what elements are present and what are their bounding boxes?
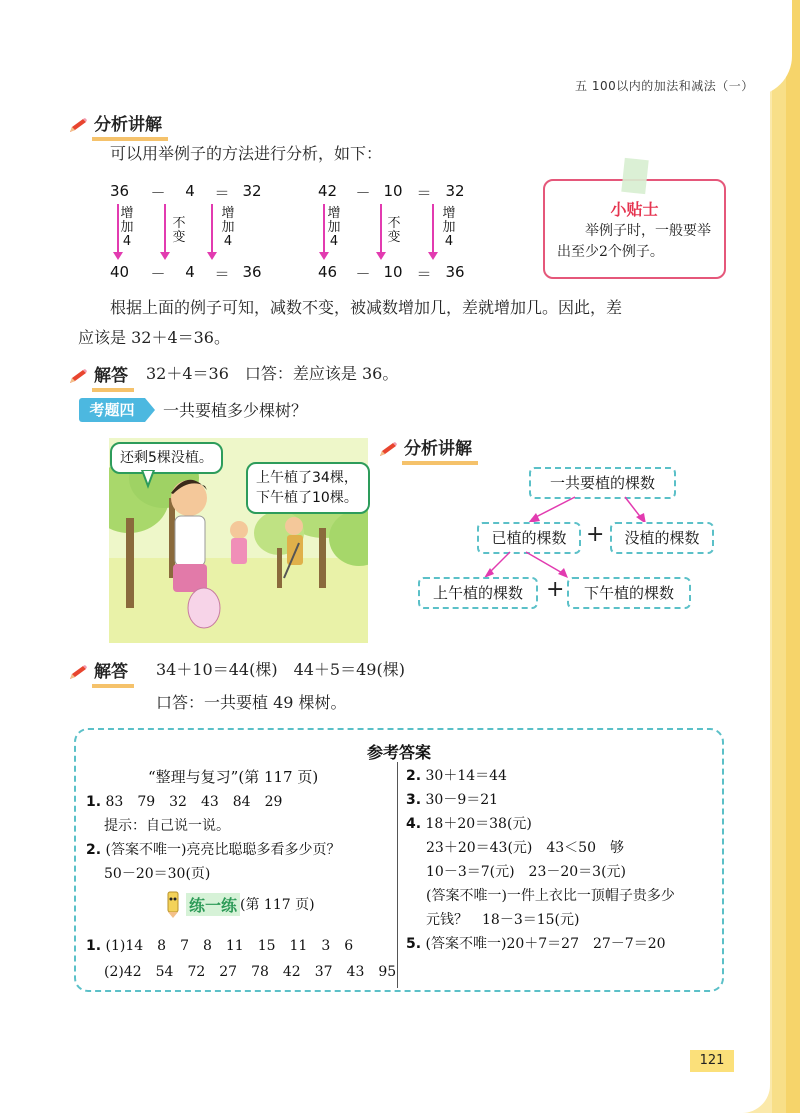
node-morning: 上午植的棵数 (418, 577, 538, 609)
example-2-top (318, 182, 470, 203)
arrow-down (211, 204, 213, 254)
analysis-intro: 可以用举例子的方法进行分析，如下： (110, 144, 383, 163)
equals-sign: ＝ (214, 184, 230, 202)
arrow-down (164, 204, 166, 254)
answer-label-2: 解答 (92, 657, 134, 688)
minus-sign: － (150, 184, 166, 202)
analysis-title: 分析讲解 (92, 110, 168, 141)
subtrahend: 4 (185, 263, 195, 281)
answer-item: 元钱？ 18－3＝15(元) (426, 912, 580, 928)
subtrahend: 4 (185, 182, 195, 200)
practice-page: (第 117 页) (240, 897, 315, 913)
tree-connectors-bottom (460, 550, 620, 580)
problem-tag: 考题四 (79, 398, 151, 422)
problem-question: 一共要植多少棵树？ (163, 401, 308, 420)
answer-item: (2)42 54 72 27 78 42 37 43 95 (104, 964, 397, 980)
arrow-down (432, 204, 434, 254)
difference: 32 (242, 182, 262, 200)
conclusion-line-1: 根据上面的例子可知，减数不变，被减数增加几，差就增加几。因此，差 (110, 298, 623, 317)
example-2-bottom (318, 263, 470, 284)
node-total: 一共要植的棵数 (529, 467, 676, 499)
example-1-bottom (110, 263, 267, 284)
answer-item: (答案不唯一)一件上衣比一顶帽子贵多少 (426, 888, 675, 904)
analysis-heading-2 (378, 434, 478, 465)
answer-item: 10－3＝7(元) 23－20＝3(元) (426, 864, 627, 880)
answer-item: 1. (1)14 8 7 8 11 15 11 3 6 (86, 938, 354, 954)
node-afternoon: 下午植的棵数 (567, 577, 691, 609)
tip-body: 举例子时，一般要举出至少2个例子。 (557, 223, 711, 260)
pencil-mascot-icon (160, 890, 186, 918)
conclusion-line-2: 应该是 32＋4＝36。 (78, 328, 230, 347)
practice-label: 练一练 (186, 893, 240, 916)
tip-title: 小贴士 (610, 200, 659, 219)
answer-2-line-2: 口答：一共要植 49 棵树。 (156, 693, 347, 712)
answer-item: 2. (答案不唯一)亮亮比聪聪多看多少页？ (86, 842, 341, 858)
tape-decoration (621, 158, 648, 194)
subtrahend: 10 (383, 263, 403, 281)
difference: 36 (242, 263, 262, 281)
pencil-icon (378, 442, 398, 458)
answer-heading-2 (68, 657, 134, 688)
analysis-title-2: 分析讲解 (402, 434, 478, 465)
answer-item: 1. 83 79 32 43 84 29 (86, 794, 283, 810)
arrow-down (117, 204, 119, 254)
minus-sign: － (150, 265, 166, 283)
change-note: 增 加 4 (442, 206, 456, 249)
change-note: 增 加 4 (221, 206, 235, 249)
node-not-planted: 没植的棵数 (610, 522, 714, 554)
plus-sign: + (586, 522, 605, 547)
arrow-down (380, 204, 382, 254)
plus-sign: + (546, 577, 565, 602)
answer-1-text: 32＋4＝36 口答：差应该是 36。 (146, 364, 399, 383)
node-planted: 已植的棵数 (477, 522, 581, 554)
minuend: 42 (318, 182, 338, 200)
pencil-icon (68, 118, 88, 134)
equals-sign: ＝ (214, 265, 230, 283)
answer-item: 23＋20＝43(元) 43＜50 够 (426, 840, 624, 856)
answer-2-line-1: 34＋10＝44(棵) 44＋5＝49(棵) (156, 660, 405, 679)
bubble-tail (140, 470, 160, 490)
answer-label: 解答 (92, 361, 134, 392)
difference: 32 (445, 182, 465, 200)
arrow-down (323, 204, 325, 254)
change-note: 增 加 4 (327, 206, 341, 249)
answer-item: 5. (答案不唯一)20＋7＝27 27－7＝20 (406, 936, 666, 952)
minuend: 36 (110, 182, 130, 200)
subtrahend: 10 (383, 182, 403, 200)
analysis-heading (68, 110, 168, 141)
practice-heading (160, 890, 315, 918)
speech-bubble-left: 还剩5棵没植。 (110, 442, 223, 474)
minus-sign: － (355, 265, 371, 283)
minuend: 40 (110, 263, 130, 281)
minus-sign: － (355, 184, 371, 202)
no-change-note: 不 变 (387, 216, 401, 245)
tip-box (543, 179, 726, 279)
answer-item: 50－20＝30(页) (104, 866, 211, 882)
reference-answers-box (74, 728, 724, 992)
column-divider (397, 762, 398, 988)
difference: 36 (445, 263, 465, 281)
pencil-icon (68, 665, 88, 681)
change-note: 增 加 4 (120, 206, 134, 249)
minuend: 46 (318, 263, 338, 281)
page-number: 121 (690, 1050, 734, 1072)
equals-sign: ＝ (416, 184, 432, 202)
review-heading: “整理与复习”(第 117 页) (148, 768, 319, 786)
answer-item: 2. 30＋14＝44 (406, 768, 507, 784)
speech-bubble-right: 上午植了34棵， 下午植了10棵。 (246, 462, 370, 514)
no-change-note: 不 变 (172, 216, 186, 245)
answer-item: 4. 18＋20＝38(元) (406, 816, 532, 832)
equals-sign: ＝ (416, 265, 432, 283)
answer-item: 提示：自己说一说。 (104, 818, 230, 834)
answer-heading (68, 361, 134, 392)
reference-title: 参考答案 (366, 743, 431, 762)
chapter-header: 五 100以内的加法和减法（一） (575, 79, 754, 93)
answer-item: 3. 30－9＝21 (406, 792, 499, 808)
pencil-icon (68, 369, 88, 385)
example-1-top (110, 182, 267, 203)
